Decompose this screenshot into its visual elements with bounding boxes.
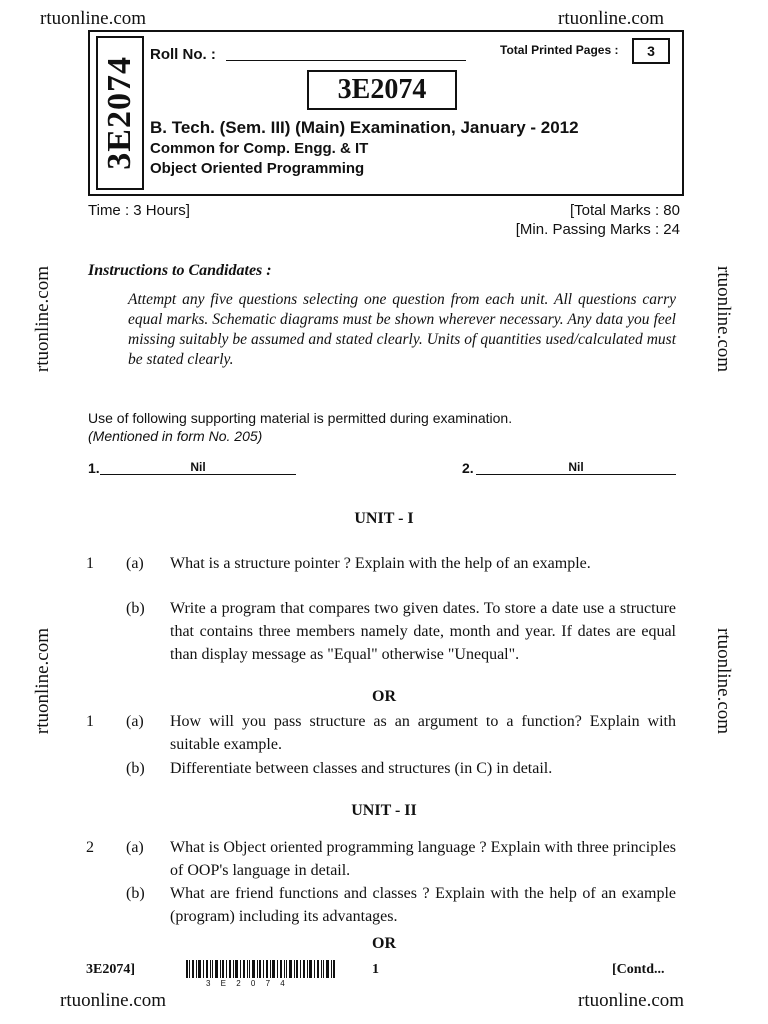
material-line-1: Use of following supporting material is permitted during examination. (88, 410, 513, 426)
watermark-right-upper: rtuonline.com (713, 266, 734, 373)
watermark-left-lower: rtuonline.com (32, 628, 53, 735)
continued-marker: [Contd... (612, 962, 665, 977)
branch-line: Common for Comp. Engg. & IT (150, 140, 369, 157)
question-text: What is Object oriented programming language ? Explain with three principles of OOP's language in detail. (170, 839, 676, 879)
watermark-bottom-left: rtuonline.com (60, 990, 167, 1011)
instructions-heading: Instructions to Candidates : (88, 262, 272, 279)
watermark-top-right: rtuonline.com (558, 8, 665, 29)
question-text: Write a program that compares two given dates. To store a date use a structure that contains three members namely date, month and year. If dates are equal than display message as "Equal" otherwise "Unequal". (170, 600, 676, 663)
question-text: How will you pass structure as an argument to a function? Explain with suitable example. (170, 713, 676, 753)
paper-code-vertical: 3E2074 (96, 36, 144, 190)
total-marks: [Total Marks : 80 (569, 202, 680, 219)
roll-no-label: Roll No. : (150, 46, 216, 63)
question-number: 1 (86, 555, 94, 572)
footer-paper-code: 3E2074] (86, 962, 135, 977)
material-item-2-no: 2. (462, 460, 474, 476)
barcode (186, 960, 336, 978)
question-number: 2 (86, 839, 94, 856)
exam-title: B. Tech. (Sem. III) (Main) Examination, January - 2012 (150, 118, 579, 137)
instructions-body: Attempt any five questions selecting one question from each unit. All questions carry equal marks. Schematic diagrams must be shown wherever necessary. Any data you feel missing suitably be assumed and stated clearly. Units of quantities used/calculated must be stated clearly. (128, 291, 676, 368)
question-part: (b) (126, 600, 145, 617)
question-text: Differentiate between classes and structures (in C) in detail. (170, 760, 553, 777)
material-item-2: Nil (476, 460, 676, 475)
question-part: (a) (126, 839, 144, 856)
paper-code-box: 3E2074 (307, 70, 457, 110)
page-number: 1 (372, 962, 379, 977)
question-number: 1 (86, 713, 94, 730)
watermark-left-upper: rtuonline.com (32, 266, 53, 373)
material-item-1: Nil (100, 460, 296, 475)
total-pages-value: 3 (632, 38, 670, 64)
barcode-digits: 3 E 2 0 7 4 (206, 979, 289, 988)
roll-no-field[interactable] (226, 60, 466, 61)
min-passing-marks: [Min. Passing Marks : 24 (515, 221, 680, 238)
question-text: What is a structure pointer ? Explain with the help of an example. (170, 555, 591, 572)
subject-line: Object Oriented Programming (150, 160, 365, 177)
watermark-bottom-right: rtuonline.com (578, 990, 685, 1011)
watermark-right-lower: rtuonline.com (713, 628, 734, 735)
question-part: (b) (126, 760, 145, 777)
question-part: (a) (126, 713, 144, 730)
material-item-1-no: 1. (88, 460, 100, 476)
question-part: (a) (126, 555, 144, 572)
question-text: What are friend functions and classes ? Explain with the help of an example (program) including its advantages. (170, 885, 676, 925)
time-allowed: Time : 3 Hours] (88, 202, 190, 219)
material-line-2: (Mentioned in form No. 205) (88, 428, 263, 444)
unit-2-title: UNIT - II (351, 802, 417, 819)
watermark-top-left: rtuonline.com (40, 8, 147, 29)
total-pages-label: Total Printed Pages : (500, 43, 619, 57)
unit-1-title: UNIT - I (354, 510, 414, 527)
or-separator: OR (372, 688, 396, 705)
or-separator: OR (372, 935, 396, 952)
question-part: (b) (126, 885, 145, 902)
